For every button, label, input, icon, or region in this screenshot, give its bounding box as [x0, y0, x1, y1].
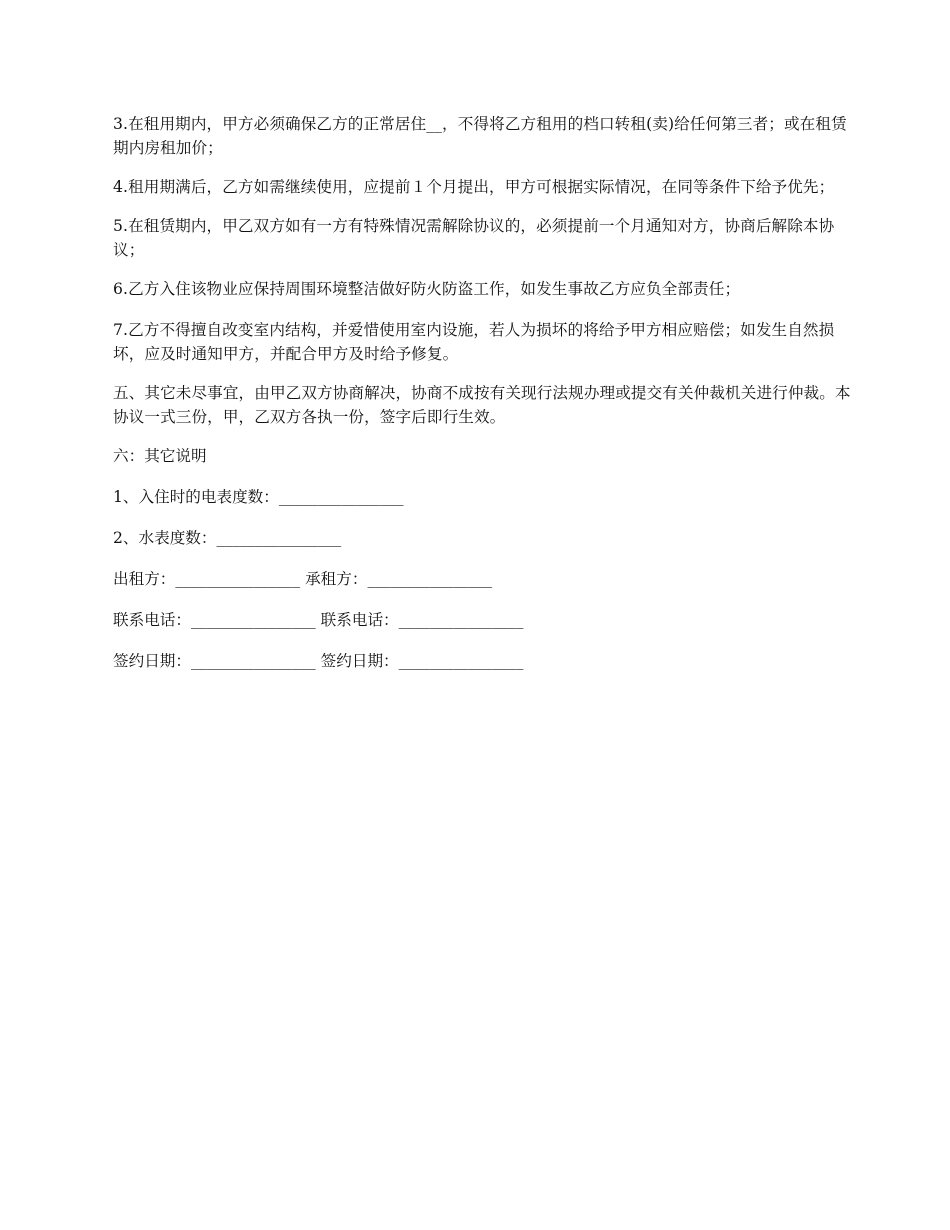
- date-line: 签约日期：________________ 签约日期：________________: [113, 652, 524, 670]
- clause-4: 4.租用期满后，乙方如需继续使用，应提前１个月提出，甲方可根据实际情况，在同等条件下给予优先；: [113, 178, 835, 196]
- clause-6: 6.乙方入住该物业应保持周围环境整洁做好防火防盗工作，如发生事故乙方应负全部责任；: [113, 280, 741, 298]
- section-6-heading: 六：其它说明: [113, 447, 207, 465]
- parties-line: 出租方：________________ 承租方：________________: [113, 570, 493, 588]
- water-meter-line: 2、水表度数：________________: [113, 529, 342, 547]
- section-5: 五、其它未尽事宜，由甲乙双方协商解决，协商不成按有关现行法规办理或提交有关仲裁机关进行仲裁。本协议一式三份，甲，乙双方各执一份，签字后即行生效。: [113, 384, 851, 426]
- clause-5: 5.在租赁期内，甲乙双方如有一方有特殊情况需解除协议的，必须提前一个月通知对方，协商后解除本协议；: [113, 217, 835, 259]
- document-body: [113, 112, 853, 690]
- clause-7: 7.乙方不得擅自改变室内结构，并爱惜使用室内设施，若人为损坏的将给予甲方相应赔偿；如发生自然损坏，应及时通知甲方，并配合甲方及时给予修复。: [113, 321, 835, 363]
- clause-3: 3.在租用期内，甲方必须确保乙方的正常居住__，不得将乙方租用的档口转租(卖)给任何第三者；或在租赁期内房租加价；: [113, 115, 847, 157]
- phone-line: 联系电话：________________ 联系电话：________________: [113, 611, 524, 629]
- electric-meter-line: 1、入住时的电表度数：________________: [113, 488, 404, 506]
